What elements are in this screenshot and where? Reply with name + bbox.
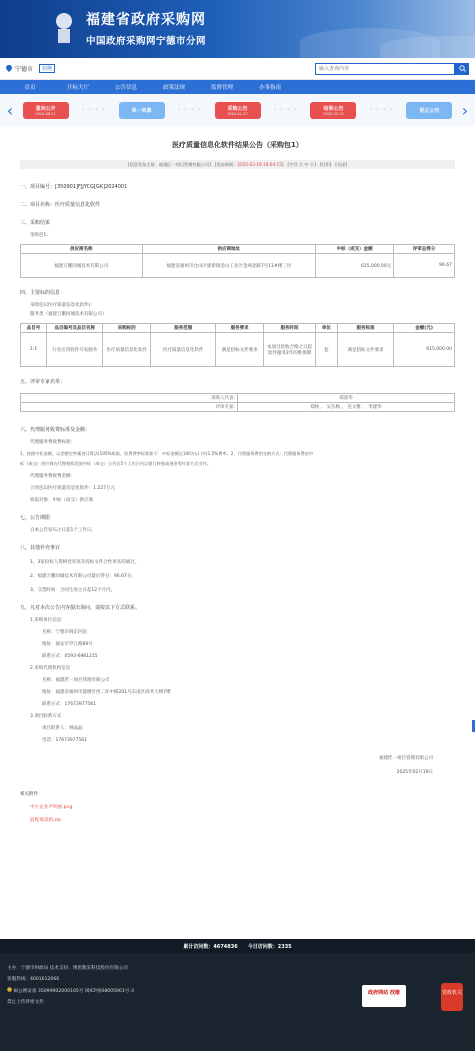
search-button[interactable]	[455, 63, 469, 75]
table-header-row: 供应商名称 供应商地址 中标（成交）金额 评审总得分	[21, 245, 455, 254]
other-line: 3、交货时间：合同生效之日起12个月内。	[30, 588, 116, 593]
notice-content	[0, 140, 475, 823]
period-line: 自本公告发布之日起1个工作日。	[30, 528, 96, 533]
fee-line: 代理服务费收费标准:	[30, 440, 73, 445]
process-steps	[0, 94, 475, 126]
fee-line: 收取对象：中标（成交）供应商	[30, 498, 93, 503]
city-label: 宁德市	[15, 66, 34, 73]
other-line: 1、3家投标人资格性审查及投标文件合性审查均通过。	[30, 560, 140, 565]
section-fee-heading: 六、代理服务收费标准及金额：	[20, 427, 91, 433]
step-connector: • • • •	[369, 107, 394, 113]
step-correction-notice[interactable]: 更正公告	[406, 102, 452, 119]
contact-line: 1.采购单位信息	[30, 618, 62, 623]
location-selector[interactable]	[6, 64, 55, 73]
site-title: 福建省政府采购网	[86, 12, 206, 28]
fee-line: 合同包1(医疗质量信息化软件：1.227万元	[30, 486, 115, 491]
font-size-control[interactable]: [字号 大 中 小]	[287, 161, 316, 167]
table-row: 福建万鹏同城技术有限公司 福建省福州市仓山区建新镇金山工业区金洲北路7号11#楼三层 615,000.00元 96.67	[21, 254, 455, 278]
chevron-right-icon[interactable]: ›	[461, 100, 469, 120]
contact-line: 地址：福建省福州市鼓楼区西二环中路201号东南区商务大楼7楼	[42, 690, 171, 695]
today-visits: 2335	[277, 943, 292, 950]
step-intent[interactable]: 意向公开 2024-08-21	[23, 102, 69, 119]
section-project-name: 二、项目名称：医疗质量信息化软件	[20, 202, 101, 208]
main-nav	[0, 80, 475, 94]
attachment-link[interactable]: 前程承诺函.zip	[30, 818, 62, 823]
fee-line: 1、按照中标金额，以差额定率累进计算法(105%收取，收费费率标准如下：中标金额在100万以下的1.5%费率。2、代理服务费的交纳方式：代理服务费由中	[20, 451, 314, 456]
table-header-row: 品目号 品目编号及品目名称 采购标的 服务范围 服务要求 服务时间 单位 服务标准 金额(元)	[21, 324, 455, 333]
step-result-notice[interactable]: 结果公告 2025-02-19	[310, 102, 356, 119]
nav-item-policies[interactable]: 政策法规	[162, 85, 185, 91]
footer-icp: 闽公网安备 35099902000105号 闽ICP备08005901号-3	[7, 987, 475, 994]
meta-date-wrap: [发布时间：2025-02-19 18:04:15]	[214, 161, 284, 167]
section-contact-heading: 九、凡对本次公告内容提出询问，请按以下方式联系。	[20, 605, 141, 611]
close-link[interactable]: [关闭]	[335, 161, 348, 167]
nav-item-home[interactable]: 首页	[24, 85, 36, 91]
police-badge-icon	[7, 987, 12, 992]
footer-host: 主办：宁德市财政局 技术支持：博思数采科技股份有限公司	[7, 966, 128, 971]
notice-meta	[20, 160, 455, 169]
section-project-number: 一、项目编号：[350901]FJJYCG[GK]2024001	[20, 184, 128, 190]
footer-hotline: 客服热线：4001612666	[7, 977, 60, 982]
items-table	[20, 323, 455, 367]
table-row: 采购人代表: 郑富华	[21, 394, 455, 403]
nav-item-announcements[interactable]: 公告信息	[114, 85, 137, 91]
package-items-label: 采购包1(医疗质量信息化软件):	[30, 303, 92, 308]
meta-date: 2025-02-19 18:04:15	[237, 161, 282, 167]
search-icon	[459, 65, 466, 72]
site-footer	[0, 939, 475, 1051]
step-connector: • • • •	[177, 107, 202, 113]
service-type-label: 服务类（福建万鹏同城技术有限公司）	[30, 312, 107, 317]
section-main-items-heading: 四、主要标的信息	[20, 290, 61, 296]
contact-line: 电话：17673977561	[42, 738, 87, 743]
party-gov-badge[interactable]: 党政机关	[441, 983, 463, 1011]
nav-item-bid-hall[interactable]: 开标大厅	[66, 85, 89, 91]
fee-line: 代理服务费收费金额:	[30, 474, 73, 479]
experts-table	[20, 393, 455, 412]
report-error-badge[interactable]: 政府网站 找错	[362, 985, 406, 1007]
total-visits: 4674836	[213, 943, 238, 950]
step-procurement-notice[interactable]: 采购公告 2024-01-27	[215, 102, 261, 119]
package-label: 采购包1:	[30, 233, 48, 238]
footer-note: 禁止上传涉密文件	[7, 1000, 44, 1005]
contact-line: 名称：宁德市闽东医院	[42, 630, 87, 635]
search-box	[315, 63, 469, 75]
location-pin-icon	[6, 65, 12, 72]
contact-line: 地址：福安市罗江路89号	[42, 642, 93, 647]
section-experts-heading: 五、评审专家名单：	[20, 379, 66, 385]
switch-city-button[interactable]: 切换	[39, 64, 55, 73]
result-table	[20, 244, 455, 278]
contact-line: 项目联系人：林晶晶	[42, 726, 83, 731]
section-period-heading: 七、公告期限	[20, 515, 51, 521]
contact-line: 2.采购代理机构信息	[30, 666, 71, 671]
section-other-heading: 八、其他补充事宜	[20, 545, 61, 551]
site-emblem-icon	[52, 9, 76, 45]
top-bar	[0, 58, 475, 80]
search-input[interactable]	[315, 63, 455, 75]
banner-decoration	[380, 36, 475, 58]
print-link[interactable]: [打印]	[319, 161, 332, 167]
section-result-heading: 三、采购结果	[20, 220, 51, 226]
nav-item-guide[interactable]: 办事指南	[258, 85, 281, 91]
notice-title: 医疗质量信息化软件结果公告（采购包1）	[172, 141, 303, 149]
table-row: 评审专家: 郑杨 、 吴丛梅 、 连文雅 、 李建华	[21, 403, 455, 412]
signature-date: 2025年02月19日	[396, 770, 433, 775]
table-row: 1-1 行业应用软件开发服务 医疗质量信息化软件 医疗质量信息化软件 满足招标文件要求 本项目验收合格之日起软件服务2年的维保期 套 满足招标文件要求 615,000.00	[21, 333, 455, 367]
contact-line: 3.项目联系方式	[30, 714, 62, 719]
contact-line: 联系方式：17673977561	[42, 702, 96, 707]
visit-stats: 累计访问数：4674836 今日访问数：2335	[0, 939, 475, 953]
other-line: 2、福建万鹏同城技术有限公司最后得分：96.67分。	[30, 574, 136, 579]
fee-line: 标（成交）供应商在代理机构发放中标（成交）公告后5个工作日内以银行转账或现金等付款方式支付。	[20, 461, 212, 466]
contact-line: 联系方式：0593-6981215	[42, 654, 98, 659]
attachments-label: 相关附件：	[20, 792, 43, 797]
signature-org: 福建匠一项目管理有限公司	[379, 756, 433, 761]
nav-item-supervision[interactable]: 监督管理	[210, 85, 233, 91]
site-subtitle: 中国政府采购网宁德市分网	[86, 36, 207, 47]
meta-publisher: [信息发布主体：福建匠一项目管理有限公司]	[127, 161, 211, 167]
contact-line: 名称：福建匠一项目管理有限公司	[42, 678, 110, 683]
chevron-left-icon[interactable]: ‹	[6, 100, 14, 120]
site-banner	[0, 0, 475, 58]
step-connector: • • • •	[81, 107, 106, 113]
step-single-source[interactable]: 单一来源	[119, 102, 165, 119]
step-connector: • • • •	[273, 107, 298, 113]
attachment-link[interactable]: 中小企业声明函.png	[30, 805, 73, 810]
